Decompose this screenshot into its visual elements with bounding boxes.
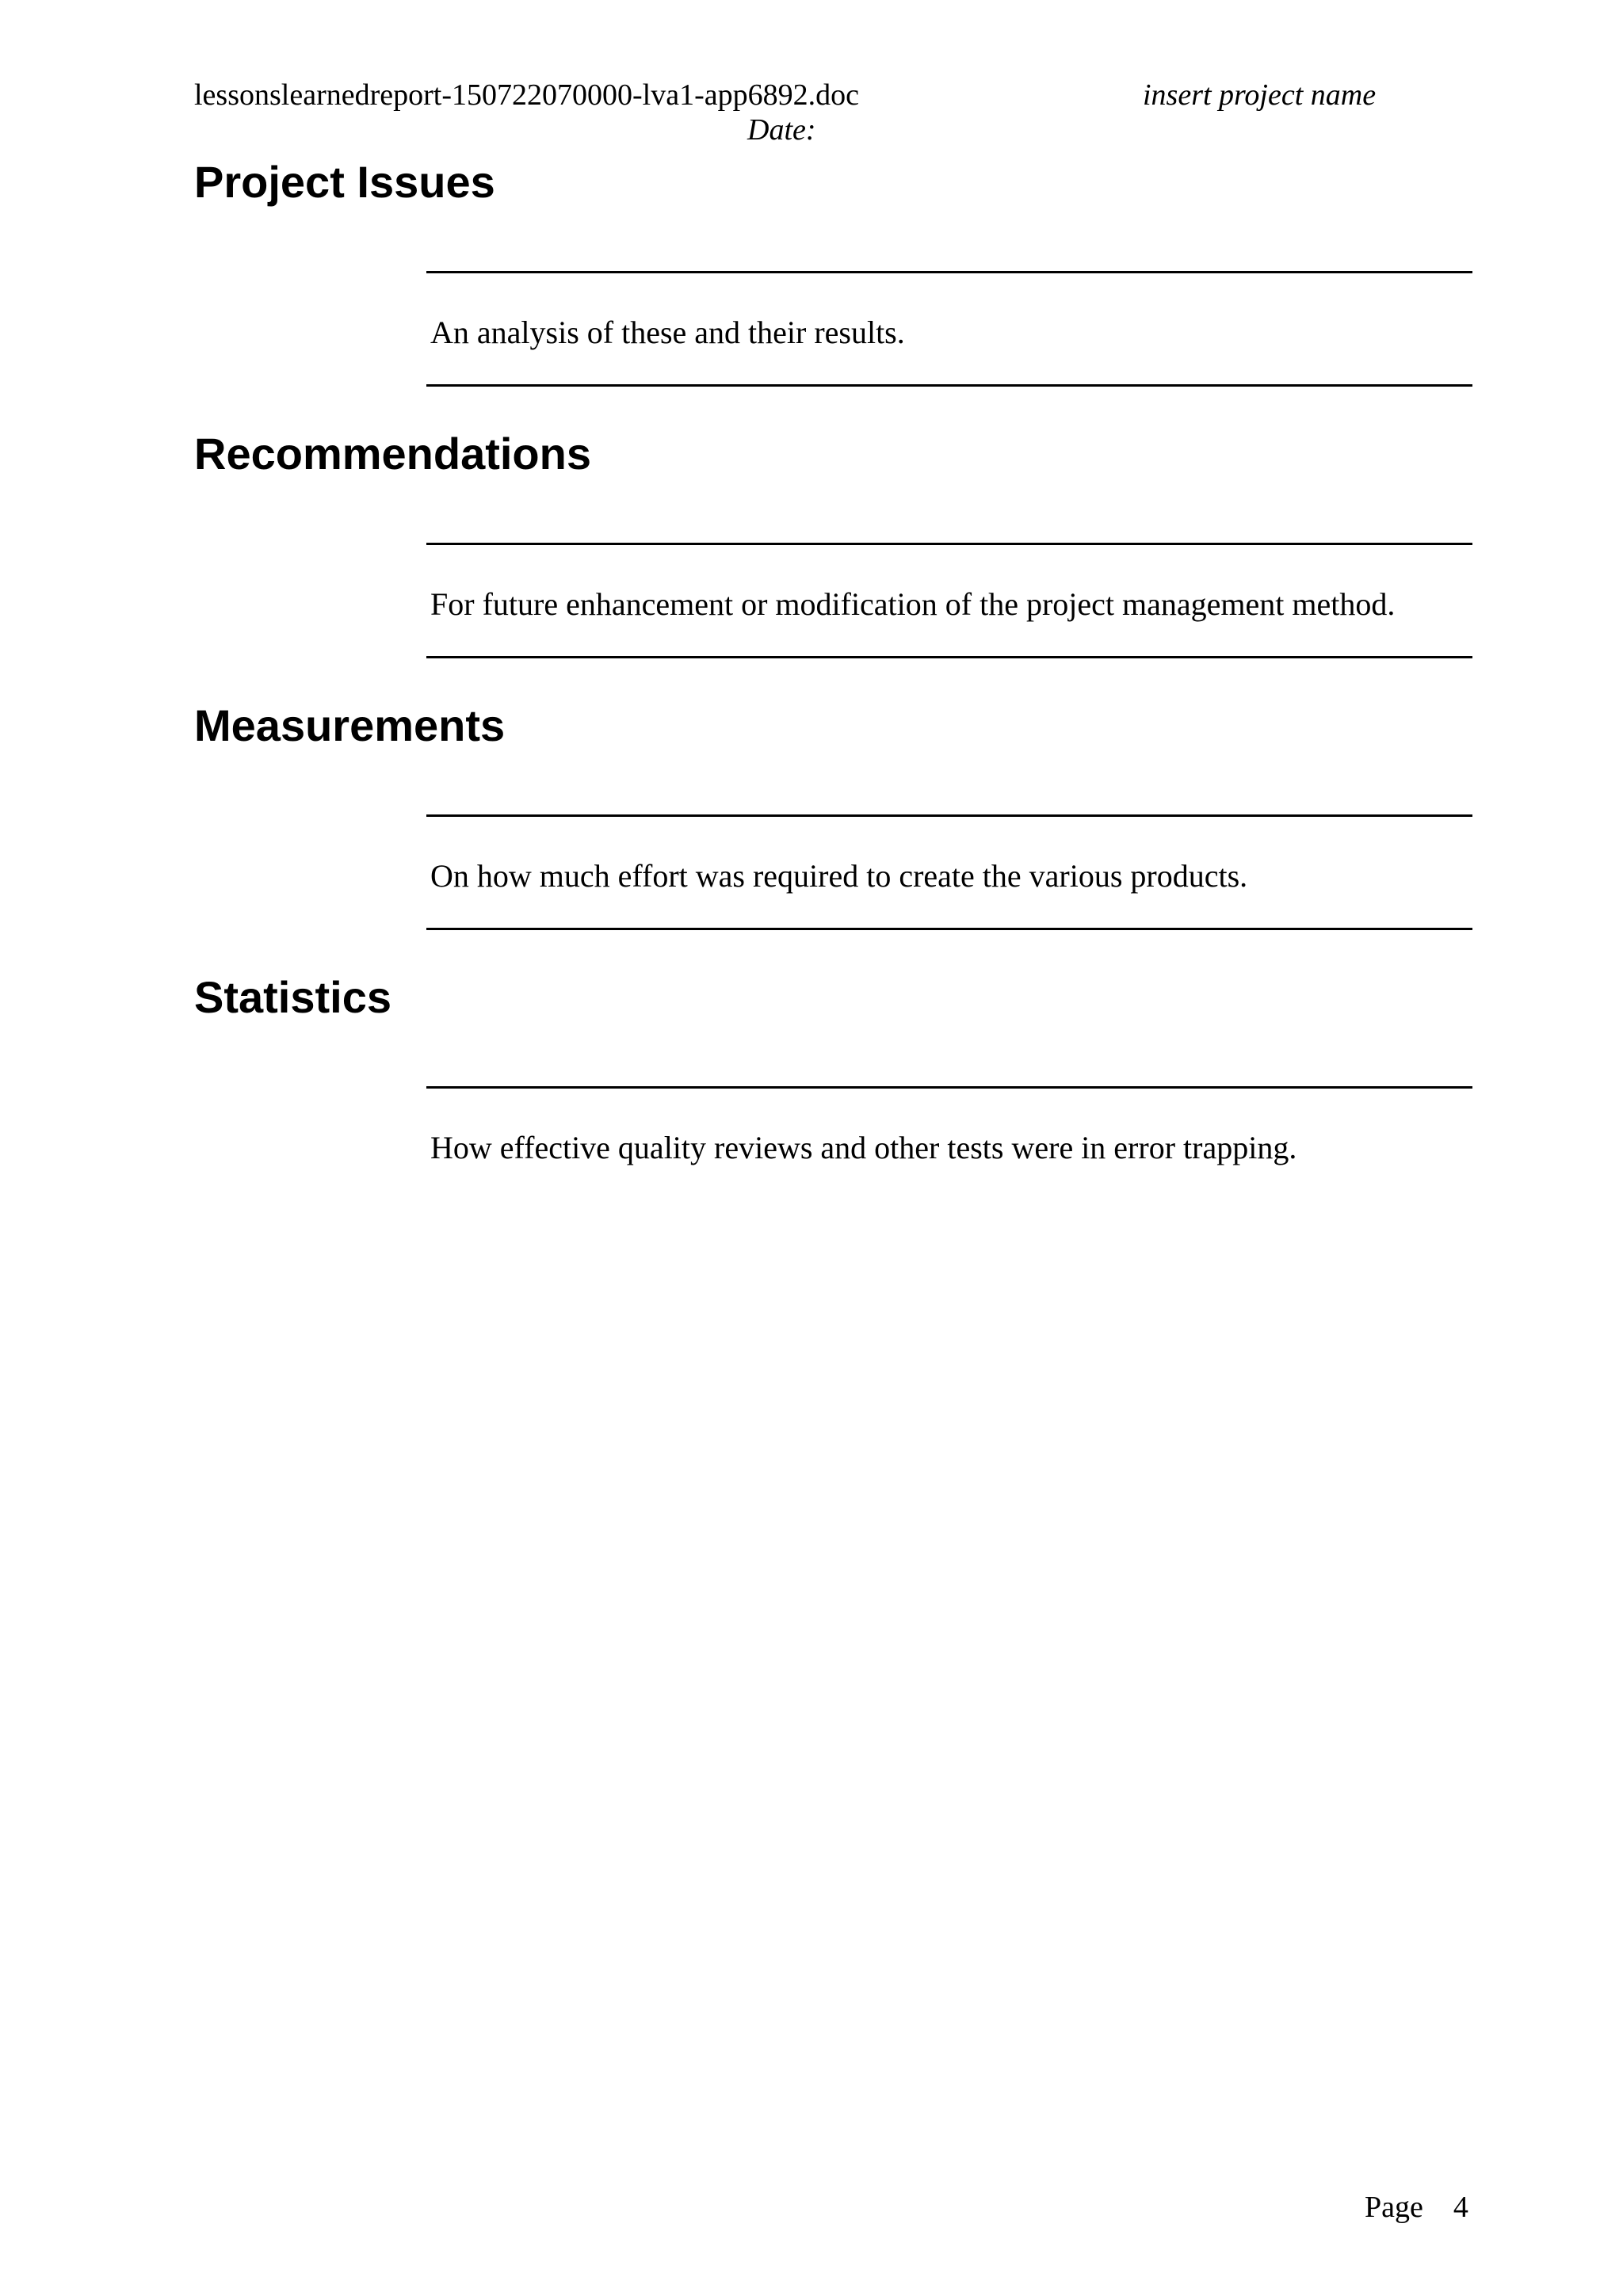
header-filename: lessonslearnedreport-150722070000-lva1-app6892.doc	[194, 78, 859, 112]
section-bottom-rule	[426, 656, 1472, 658]
section-top-rule	[426, 814, 1472, 817]
section-top-rule	[426, 543, 1472, 545]
header-project-name: insert project name	[1143, 78, 1377, 112]
section-top-rule	[426, 271, 1472, 273]
section-text: An analysis of these and their results.	[430, 315, 905, 350]
section-bottom-rule	[426, 384, 1472, 387]
page-footer	[1365, 2188, 1468, 2226]
section-text: How effective quality reviews and other tests were in error trapping.	[430, 1130, 1297, 1165]
section-heading: Statistics	[194, 972, 391, 1022]
section-text: For future enhancement or modification of the project management method.	[430, 586, 1396, 622]
section-heading: Measurements	[194, 700, 506, 750]
section-heading: Recommendations	[194, 429, 591, 479]
page-label: Page	[1365, 2191, 1423, 2224]
section-top-rule	[426, 1086, 1472, 1089]
section-heading: Project Issues	[194, 157, 495, 207]
section-bottom-rule	[426, 928, 1472, 930]
section-text: On how much effort was required to create the various products.	[430, 858, 1248, 894]
header-date-label: Date:	[747, 113, 816, 147]
page-number: 4	[1453, 2191, 1468, 2224]
